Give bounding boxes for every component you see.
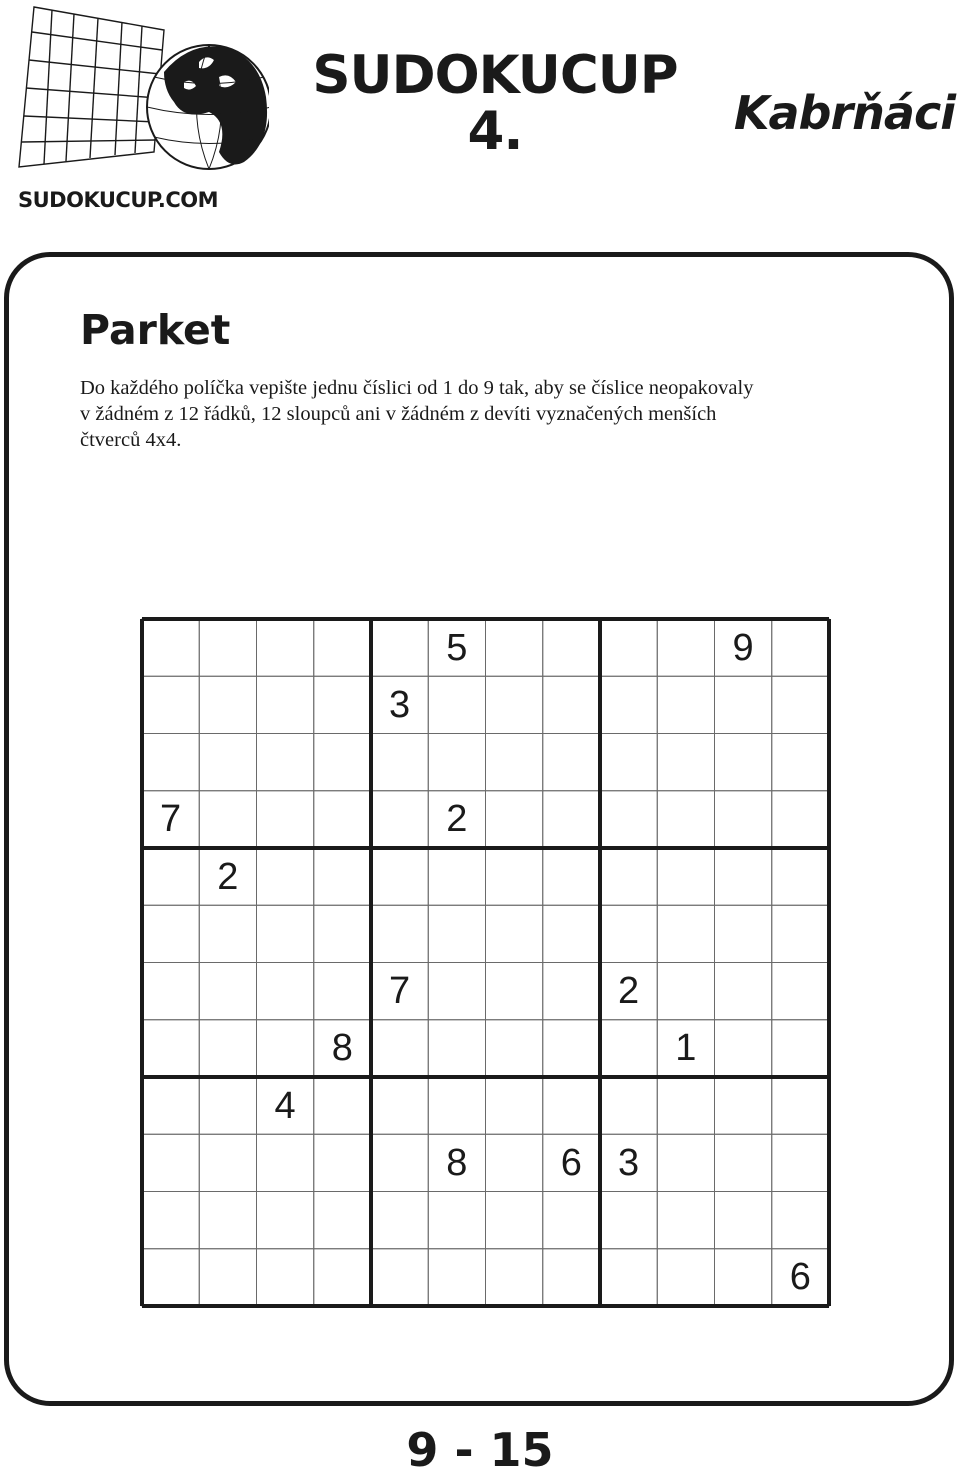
grid-cell[interactable] xyxy=(428,848,485,905)
grid-cell[interactable] xyxy=(657,1249,714,1306)
grid-cell[interactable] xyxy=(486,1192,543,1249)
grid-cell[interactable] xyxy=(314,1134,371,1191)
given-digit: 2 xyxy=(446,798,468,841)
grid-cell[interactable] xyxy=(142,1077,199,1134)
given-digit: 1 xyxy=(675,1027,697,1070)
grid-cell[interactable] xyxy=(257,848,314,905)
grid-cell[interactable] xyxy=(142,1192,199,1249)
grid-cell[interactable] xyxy=(428,676,485,733)
grid-cell[interactable] xyxy=(199,963,256,1020)
grid-cell[interactable] xyxy=(600,1077,657,1134)
grid-cell[interactable] xyxy=(657,1192,714,1249)
given-digit: 3 xyxy=(618,1141,640,1184)
grid-cell[interactable] xyxy=(543,791,600,848)
grid-cell[interactable] xyxy=(715,848,772,905)
grid-cell[interactable] xyxy=(600,619,657,676)
grid-cell[interactable] xyxy=(371,734,428,791)
grid-cell[interactable] xyxy=(715,1249,772,1306)
grid-cell[interactable] xyxy=(772,1077,829,1134)
grid-cell[interactable] xyxy=(257,676,314,733)
grid-cell[interactable] xyxy=(486,676,543,733)
grid-cell[interactable] xyxy=(257,791,314,848)
grid-cell[interactable] xyxy=(142,676,199,733)
grid-cell[interactable] xyxy=(543,676,600,733)
given-digit: 6 xyxy=(789,1256,811,1299)
grid-cell[interactable] xyxy=(486,1020,543,1077)
given-digit: 5 xyxy=(446,626,468,669)
grid-cell[interactable] xyxy=(371,1077,428,1134)
grid-cell[interactable] xyxy=(715,1077,772,1134)
rules-line: Do každého políčka vepište jednu číslici od 1 do 9 tak, aby se číslice neopakovaly xyxy=(80,377,754,399)
grid-cell[interactable] xyxy=(371,791,428,848)
grid-cell[interactable] xyxy=(772,848,829,905)
grid-cell[interactable] xyxy=(142,1134,199,1191)
grid-cell[interactable] xyxy=(314,848,371,905)
given-digit: 6 xyxy=(560,1141,582,1184)
grid-cell[interactable] xyxy=(772,1020,829,1077)
grid-cell[interactable] xyxy=(486,1249,543,1306)
grid-cell[interactable] xyxy=(600,734,657,791)
grid-cell[interactable] xyxy=(257,1192,314,1249)
grid-cell[interactable] xyxy=(543,1192,600,1249)
grid-cell[interactable] xyxy=(600,791,657,848)
given-digit: 4 xyxy=(274,1084,296,1127)
grid-cell[interactable] xyxy=(543,963,600,1020)
grid-cell[interactable] xyxy=(371,1134,428,1191)
grid-cell[interactable] xyxy=(199,791,256,848)
grid-cell[interactable] xyxy=(772,791,829,848)
grid-cell[interactable] xyxy=(657,1134,714,1191)
grid-cell[interactable] xyxy=(314,676,371,733)
grid-cell[interactable] xyxy=(657,676,714,733)
grid-cell[interactable] xyxy=(142,848,199,905)
grid-cell[interactable] xyxy=(772,619,829,676)
grid-cell[interactable] xyxy=(314,791,371,848)
grid-cell[interactable] xyxy=(715,676,772,733)
grid-cell[interactable] xyxy=(257,1134,314,1191)
grid-cell[interactable] xyxy=(314,963,371,1020)
grid-cell[interactable] xyxy=(199,1134,256,1191)
given-digit: 9 xyxy=(732,626,754,669)
grid-cell[interactable] xyxy=(715,905,772,962)
grid-cell[interactable] xyxy=(600,905,657,962)
grid-cell[interactable] xyxy=(428,734,485,791)
grid-cell[interactable] xyxy=(543,1077,600,1134)
grid-cell[interactable] xyxy=(715,1020,772,1077)
grid-cell[interactable] xyxy=(314,1077,371,1134)
grid-cell[interactable] xyxy=(314,1249,371,1306)
grid-cell[interactable] xyxy=(772,734,829,791)
page-number: 9 - 15 xyxy=(406,1423,554,1477)
logo-text: SUDOKUCUP.COM xyxy=(18,188,219,212)
puzzle-title: Parket xyxy=(80,306,231,354)
grid-cell[interactable] xyxy=(486,905,543,962)
grid-cell[interactable] xyxy=(600,1192,657,1249)
grid-cell[interactable] xyxy=(257,905,314,962)
grid-cell[interactable] xyxy=(657,905,714,962)
grid-cell[interactable] xyxy=(772,963,829,1020)
grid-cell[interactable] xyxy=(657,848,714,905)
grid-cell[interactable] xyxy=(314,734,371,791)
grid-cell[interactable] xyxy=(371,848,428,905)
grid-cell[interactable] xyxy=(199,905,256,962)
grid-cell[interactable] xyxy=(715,791,772,848)
grid-cell[interactable] xyxy=(199,676,256,733)
grid-cell[interactable] xyxy=(257,619,314,676)
given-digit: 8 xyxy=(331,1027,353,1070)
grid-cell[interactable] xyxy=(428,963,485,1020)
grid-cell[interactable] xyxy=(199,1077,256,1134)
grid-cell[interactable] xyxy=(371,619,428,676)
grid-cell[interactable] xyxy=(657,734,714,791)
grid-cell[interactable] xyxy=(257,1249,314,1306)
grid-cell[interactable] xyxy=(314,1192,371,1249)
team-name: Kabrňáci xyxy=(733,86,955,140)
grid-cell[interactable] xyxy=(142,1020,199,1077)
rules-line: čtverců 4x4. xyxy=(80,429,182,451)
grid-cell[interactable] xyxy=(428,1077,485,1134)
grid-cell[interactable] xyxy=(715,1134,772,1191)
grid-cell[interactable] xyxy=(257,734,314,791)
grid-cell[interactable] xyxy=(314,619,371,676)
grid-cell[interactable] xyxy=(715,1192,772,1249)
grid-cell[interactable] xyxy=(199,1192,256,1249)
rules-line: v žádném z 12 řádků, 12 sloupců ani v žádném z devíti vyznačených menších xyxy=(80,403,717,425)
grid-cell[interactable] xyxy=(142,963,199,1020)
grid-cell[interactable] xyxy=(371,1192,428,1249)
grid-cell[interactable] xyxy=(543,848,600,905)
grid-cell[interactable] xyxy=(257,1020,314,1077)
grid-cell[interactable] xyxy=(371,1020,428,1077)
grid-cell[interactable] xyxy=(657,963,714,1020)
grid-cell[interactable] xyxy=(657,1077,714,1134)
grid-cell[interactable] xyxy=(543,619,600,676)
grid-cell[interactable] xyxy=(772,1134,829,1191)
grid-cell[interactable] xyxy=(428,1192,485,1249)
given-digit: 7 xyxy=(160,798,182,841)
grid-cell[interactable] xyxy=(486,791,543,848)
grid-cell[interactable] xyxy=(772,905,829,962)
grid-cell[interactable] xyxy=(428,1249,485,1306)
grid-cell[interactable] xyxy=(486,848,543,905)
grid-cell[interactable] xyxy=(371,905,428,962)
grid-cell[interactable] xyxy=(657,791,714,848)
grid-cell[interactable] xyxy=(772,676,829,733)
title-text: SUDOKUCUP xyxy=(312,45,678,106)
grid-cell[interactable] xyxy=(486,734,543,791)
grid-cell[interactable] xyxy=(257,963,314,1020)
grid-cell[interactable] xyxy=(486,963,543,1020)
grid-cell[interactable] xyxy=(199,1020,256,1077)
grid-cell[interactable] xyxy=(600,676,657,733)
grid-cell[interactable] xyxy=(486,1134,543,1191)
given-digit: 2 xyxy=(618,970,640,1013)
grid-cell[interactable] xyxy=(142,734,199,791)
grid-cell[interactable] xyxy=(486,1077,543,1134)
grid-cell[interactable] xyxy=(428,1020,485,1077)
grid-cell[interactable] xyxy=(543,1249,600,1306)
given-digit: 7 xyxy=(389,970,411,1013)
grid-cell[interactable] xyxy=(715,963,772,1020)
grid-cell[interactable] xyxy=(428,905,485,962)
grid-cell[interactable] xyxy=(142,1249,199,1306)
grid-cell[interactable] xyxy=(314,905,371,962)
grid-cell[interactable] xyxy=(486,619,543,676)
grid-cell[interactable] xyxy=(199,619,256,676)
grid-cell[interactable] xyxy=(142,905,199,962)
given-digit: 3 xyxy=(389,683,411,726)
grid-cell[interactable] xyxy=(371,1249,428,1306)
grid-cell[interactable] xyxy=(199,734,256,791)
grid-cell[interactable] xyxy=(600,848,657,905)
grid-cell[interactable] xyxy=(715,734,772,791)
given-digit: 8 xyxy=(446,1141,468,1184)
grid-cell[interactable] xyxy=(600,1249,657,1306)
grid-cell[interactable] xyxy=(543,905,600,962)
grid-cell[interactable] xyxy=(600,1020,657,1077)
grid-cell[interactable] xyxy=(142,619,199,676)
grid-cell[interactable] xyxy=(657,619,714,676)
grid-cell[interactable] xyxy=(772,1192,829,1249)
grid-cell[interactable] xyxy=(543,1020,600,1077)
grid-cell[interactable] xyxy=(199,1249,256,1306)
given-digit: 2 xyxy=(217,855,239,898)
grid-cell[interactable] xyxy=(543,734,600,791)
round-number: 4. xyxy=(467,101,523,162)
